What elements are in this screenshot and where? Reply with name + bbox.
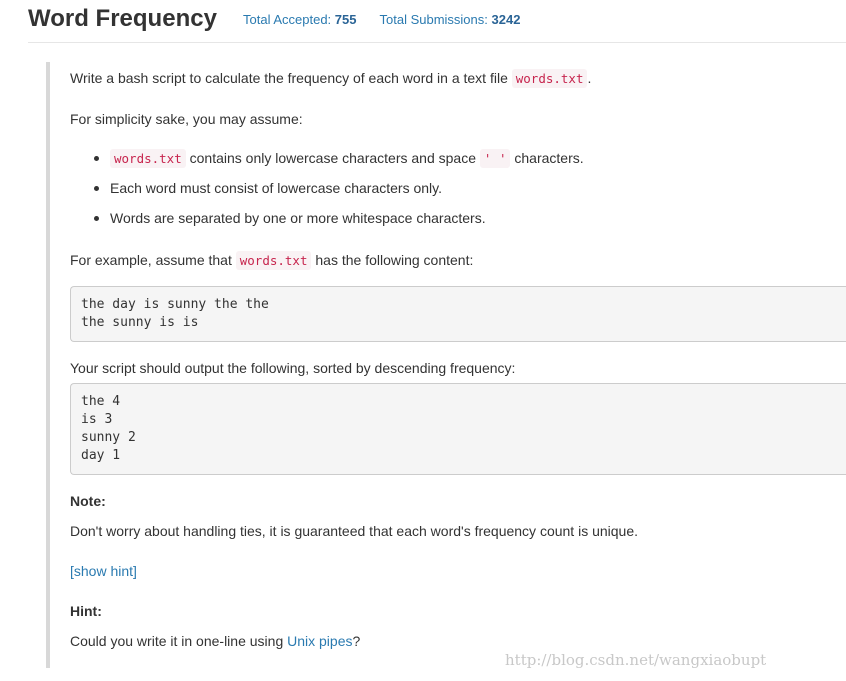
blog-watermark: http://blog.csdn.net/wangxiaobupt — [505, 651, 767, 669]
filename-code: words.txt — [512, 69, 588, 88]
problem-header — [28, 4, 846, 43]
list-item — [90, 208, 584, 238]
list-item — [90, 178, 584, 208]
unix-pipes-link[interactable]: Unix pipes — [287, 633, 353, 649]
bullet-dot — [94, 186, 99, 191]
page-title: Word Frequency — [28, 5, 217, 32]
bullet-dot — [94, 216, 99, 221]
show-hint-link[interactable]: [show hint] — [70, 563, 137, 579]
intro-end: . — [587, 70, 592, 86]
filename-code: words.txt — [110, 149, 186, 168]
problem-stats — [243, 12, 520, 28]
input-code-block: the day is sunny the the the sunny is is — [70, 286, 846, 342]
show-hint-row — [70, 561, 137, 581]
hint-paragraph — [70, 631, 360, 651]
space-char-code: ' ' — [480, 149, 511, 168]
intro-paragraph — [70, 68, 591, 89]
hint-text: Could you write it in one-line using — [70, 633, 288, 649]
note-paragraph: Don't worry about handling ties, it is guaranteed that each word's frequency count is unique. — [70, 523, 639, 539]
accepted-count: 755 — [334, 12, 357, 27]
hint-text-end: ? — [352, 633, 361, 649]
accepted-label: Total Accepted: — [243, 12, 335, 27]
example-text: For example, assume that — [70, 252, 236, 268]
filename-code: words.txt — [236, 251, 312, 270]
output-code-block: the 4 is 3 sunny 2 day 1 — [70, 383, 846, 475]
assume-paragraph: For simplicity sake, you may assume: — [70, 111, 303, 127]
intro-text: Write a bash script to calculate the frequency of each word in a text file — [70, 70, 512, 86]
submissions-label: Total Submissions: — [379, 12, 492, 27]
bullet-text: contains only lowercase characters and space — [185, 150, 480, 166]
list-item — [90, 148, 584, 178]
example-text-end: has the following content: — [311, 252, 474, 268]
problem-description — [46, 62, 846, 668]
hint-heading: Hint: — [70, 603, 102, 619]
bullet-dot — [94, 156, 99, 161]
bullet-text: Each word must consist of lowercase characters only. — [110, 180, 442, 196]
note-heading: Note: — [70, 493, 106, 509]
output-intro-paragraph: Your script should output the following, sorted by descending frequency: — [70, 360, 516, 376]
example-paragraph — [70, 250, 473, 271]
submissions-count: 3242 — [491, 12, 521, 27]
bullet-text: Words are separated by one or more whitespace characters. — [110, 210, 486, 226]
bullet-text-end: characters. — [510, 150, 584, 166]
assumption-list — [90, 148, 584, 238]
